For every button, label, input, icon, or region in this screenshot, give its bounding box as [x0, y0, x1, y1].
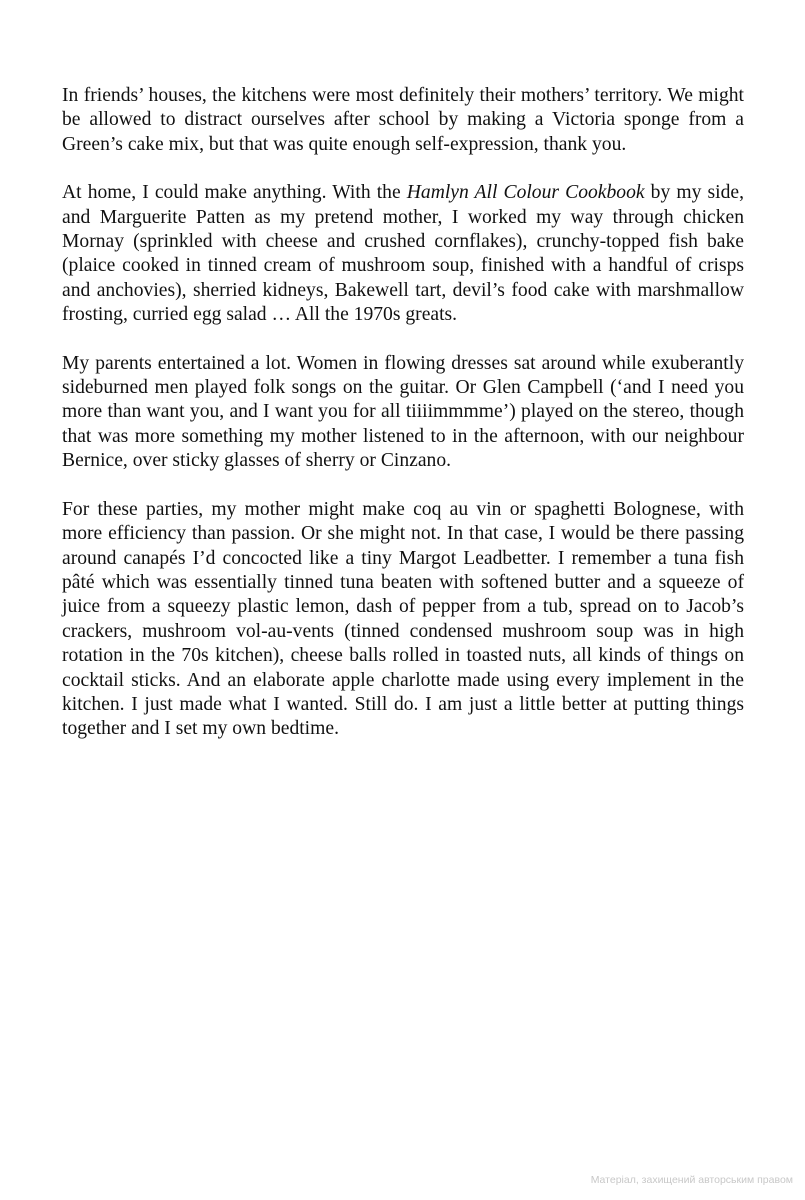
- paragraph-at-home-rest: by my side, and Marguerite Patten as my pretend mother, I worked my way through chicken Mornay (sprinkled with cheese and crushed cornflakes), crunchy-topped fish bake (plaice cooked in tinned cream of mushroom soup, finished with a handful of crisps and anchovies), sherried kidneys, Bakewell tart, devil’s food cake with marshmallow frosting, curried egg salad … All the 1970s greats.: [62, 182, 744, 326]
- copyright-watermark: Матеріал, захищений авторським правом: [590, 1174, 793, 1186]
- paragraph-at-home-lead: At home, I could make anything. With the: [62, 182, 407, 204]
- paragraph-parties: For these parties, my mother might make coq au vin or spaghetti Bolognese, with more efficiency than passion. Or she might not. In that case, I would be there passing around canapés I’d concocted like a tiny Margot Leadbetter. I remember a tuna fish pâté which was essentially tinned tuna beaten with softened butter and a squeeze of juice from a squeezy plastic lemon, dash of pepper from a tub, spread on to Jacob’s crackers, mushroom vol-au-vents (tinned condensed mushroom soup was in high rotation in the 70s kitchen), cheese balls rolled in toasted nuts, all kinds of things on cocktail sticks. And an elaborate apple charlotte made using every implement in the kitchen. I just made what I wanted. Still do. I am just a little better at putting things together and I set my own bedtime.: [62, 498, 744, 740]
- paragraph-friends-kitchens: In friends’ houses, the kitchens were most definitely their mothers’ territory. We might be allowed to distract ourselves after school by making a Victoria sponge from a Green’s cake mix, but that was quite enough self-expression, thank you.: [62, 85, 744, 155]
- cookbook-title: Hamlyn All Colour Cookbook: [406, 182, 645, 204]
- paragraph-parents-entertained: My parents entertained a lot. Women in flowing dresses sat around while exuberantly sideburned men played folk songs on the guitar. Or Glen Campbell (‘and I need you more than want you, and I want you for all tiiiimmmme’) played on the stereo, though that was more something my mother listened to in the afternoon, with our neighbour Bernice, over sticky glasses of sherry or Cinzano.: [62, 352, 744, 472]
- paragraph-at-home: [62, 181, 744, 327]
- page-body: [62, 84, 744, 742]
